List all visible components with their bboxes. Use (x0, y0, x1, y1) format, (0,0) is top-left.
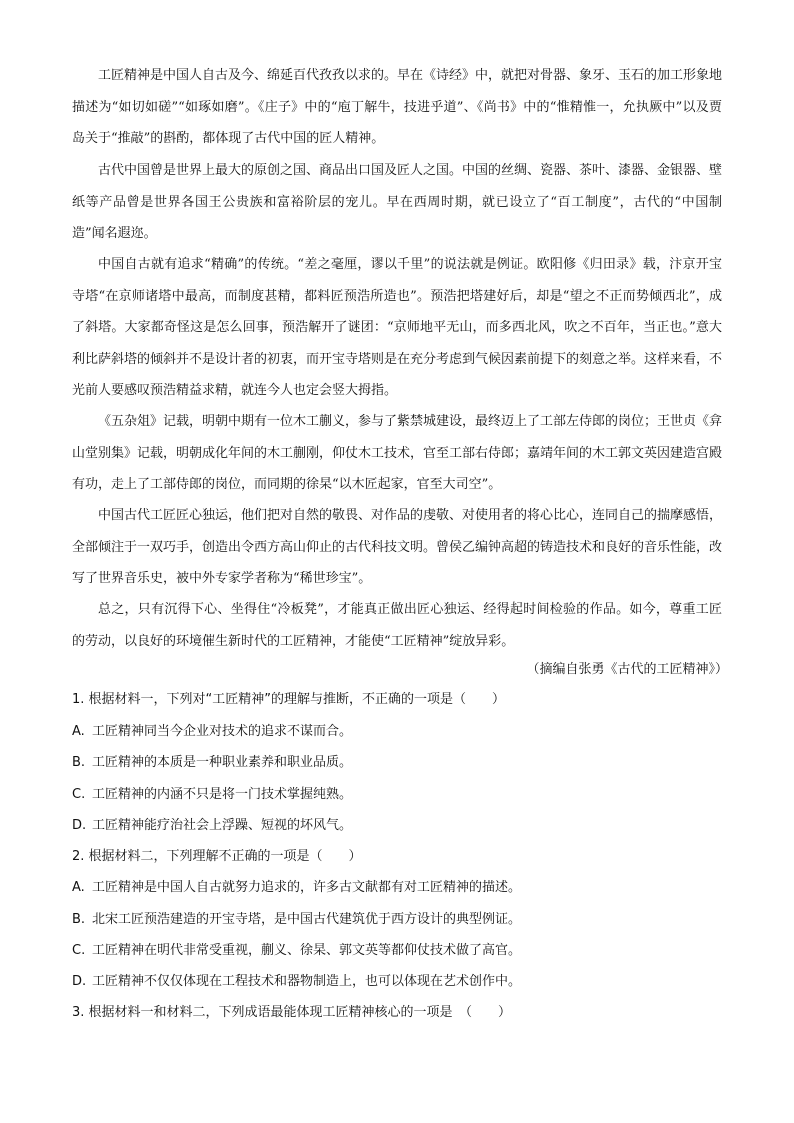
question-stem: 2. 根据材料二，下列理解不正确的一项是（ ） (72, 849, 362, 864)
question-option (72, 910, 732, 930)
question-option (72, 722, 732, 742)
question-option (72, 878, 732, 898)
question-stem: 1. 根据材料一，下列对“工匠精神”的理解与推断，不正确的一项是（ ） (72, 692, 506, 707)
question-option (72, 753, 732, 773)
article-paragraph: 古代中国曾是世界上最大的原创之国、商品出口国及匠人之国。中国的丝绸、瓷器、茶叶、漆器、金银器、壁纸等产品曾是世界各国王公贵族和富裕阶层的宠儿。早在西周时期，就已设立了“百工制度”，古代的“中国制造”闻名遐迩。 (72, 163, 723, 241)
article-source: （摘编自张勇《古代的工匠精神》） (526, 662, 728, 677)
question-option (72, 816, 732, 836)
option-letter: B. (72, 755, 86, 770)
question-stem: 3. 根据材料一和材料二，下列成语最能体现工匠精神核心的一项是 （ ） (72, 1005, 512, 1020)
article-paragraph: 《五杂俎》记载，明朝中期有一位木工蒯义，参与了紫禁城建设，最终迈上了工部左侍郎的岗位；王世贞《弇山堂别集》记载，明朝成化年间的木工蒯刚，仰仗木工技术，官至工部右侍郎；嘉靖年间的木工郭文英因建造宫殿有功，走上了工部侍郎的岗位，而同期的徐杲“以木匠起家，官至大司空”。 (72, 414, 723, 492)
option-text: 工匠精神在明代非常受重视，蒯义、徐杲、郭文英等都仰仗技术做了高官。 (92, 943, 522, 958)
article-paragraph: 工匠精神是中国人自古及今、绵延百代孜孜以求的。早在《诗经》中，就把对骨器、象牙、玉石的加工形象地描述为“如切如磋”“如琢如磨”。《庄子》中的“庖丁解牛，技进乎道”、《尚书》中的“惟精惟一，允执厥中”以及贾岛关于“推敲”的斟酌，都体现了古代中国的匠人精神。 (72, 68, 723, 146)
option-letter: C. (72, 787, 86, 802)
option-text: 工匠精神不仅仅体现在工程技术和器物制造上，也可以体现在艺术创作中。 (92, 974, 522, 989)
article-paragraph: 中国古代工匠匠心独运，他们把对自然的敬畏、对作品的虔敬、对使用者的将心比心，连同自己的揣摩感悟，全部倾注于一双巧手，创造出令西方高山仰止的古代科技文明。曾侯乙编钟高超的铸造技术和良好的音乐性能，改写了世界音乐史，被中外专家学者称为“稀世珍宝”。 (72, 508, 723, 586)
question-option (72, 941, 732, 961)
option-letter: A. (72, 724, 85, 739)
option-text: 工匠精神能疗治社会上浮躁、短视的坏风气。 (92, 818, 353, 833)
option-text: 工匠精神是中国人自古就努力追求的，许多古文献都有对工匠精神的描述。 (92, 880, 522, 895)
option-text: 工匠精神同当今企业对技术的追求不谋而合。 (92, 724, 353, 739)
article-paragraph: 中国自古就有追求“精确”的传统。“差之毫厘，谬以千里”的说法就是例证。欧阳修《归田录》载，汴京开宝寺塔“在京师诸塔中最高，而制度甚精，都料匠预浩所造也”。预浩把塔建好后，却是“望之不正而势倾西北”，成了斜塔。大家都奇怪这是怎么回事，预浩解开了谜团：“京师地平无山，而多西北风，吹之不百年，当正也。”意大利比萨斜塔的倾斜并不是设计者的初衷，而开宝寺塔则是在充分考虑到气候因素前提下的刻意之举。这样来看，不光前人要感叹预浩精益求精，就连今人也定会竖大拇指。 (72, 257, 723, 398)
option-letter: D. (72, 818, 87, 833)
option-text: 北宋工匠预浩建造的开宝寺塔，是中国古代建筑优于西方设计的典型例证。 (92, 912, 522, 927)
option-letter: B. (72, 912, 86, 927)
option-letter: D. (72, 974, 87, 989)
option-letter: C. (72, 943, 86, 958)
option-text: 工匠精神的内涵不只是将一门技术掌握纯熟。 (92, 787, 353, 802)
question-option (72, 785, 732, 805)
question-option (72, 972, 732, 992)
article-paragraph: 总之，只有沉得下心、坐得住“冷板凳”，才能真正做出匠心独运、经得起时间检验的作品。如今，尊重工匠的劳动，以良好的环境催生新时代的工匠精神，才能使“工匠精神”绽放异彩。 (72, 602, 722, 649)
option-text: 工匠精神的本质是一种职业素养和职业品质。 (92, 755, 353, 770)
option-letter: A. (72, 880, 85, 895)
